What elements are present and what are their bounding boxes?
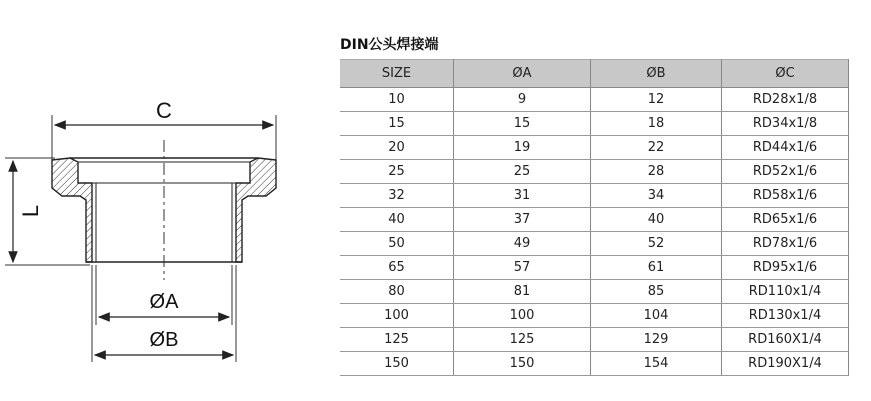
cell-size: 100 (340, 304, 454, 328)
cell-b: 129 (591, 328, 722, 352)
cell-b: 104 (591, 304, 722, 328)
cell-c: RD95x1/6 (722, 256, 849, 280)
cell-size: 150 (340, 352, 454, 376)
cell-b: 52 (591, 232, 722, 256)
table-row (340, 88, 849, 112)
cell-c: RD28x1/8 (722, 88, 849, 112)
cell-a: 49 (454, 232, 591, 256)
cell-a: 37 (454, 208, 591, 232)
cell-b: 28 (591, 160, 722, 184)
spec-table (340, 59, 849, 376)
cell-a: 19 (454, 136, 591, 160)
cell-size: 20 (340, 136, 454, 160)
table-row (340, 256, 849, 280)
cell-a: 150 (454, 352, 591, 376)
cell-b: 154 (591, 352, 722, 376)
table-row (340, 208, 849, 232)
cell-a: 81 (454, 280, 591, 304)
label-a: ØA (149, 291, 179, 313)
cell-size: 50 (340, 232, 454, 256)
cell-a: 125 (454, 328, 591, 352)
cell-a: 100 (454, 304, 591, 328)
cell-c: RD58x1/6 (722, 184, 849, 208)
cell-c: RD190X1/4 (722, 352, 849, 376)
table-row (340, 280, 849, 304)
cell-b: 12 (591, 88, 722, 112)
cell-c: RD34x1/8 (722, 112, 849, 136)
cell-c: RD65x1/6 (722, 208, 849, 232)
table-row (340, 232, 849, 256)
cell-b: 85 (591, 280, 722, 304)
cell-a: 9 (454, 88, 591, 112)
table-row (340, 184, 849, 208)
header-b: ØB (591, 60, 722, 88)
cell-b: 18 (591, 112, 722, 136)
cell-c: RD78x1/6 (722, 232, 849, 256)
label-l: L (18, 204, 43, 218)
table-title: DIN公头焊接端 (340, 37, 439, 53)
table-row (340, 136, 849, 160)
cell-size: 65 (340, 256, 454, 280)
dimension-c (52, 98, 276, 162)
cell-size: 32 (340, 184, 454, 208)
header-size: SIZE (340, 60, 454, 88)
cell-size: 15 (340, 112, 454, 136)
cell-c: RD160X1/4 (722, 328, 849, 352)
cell-c: RD44x1/6 (722, 136, 849, 160)
ferrule-section (52, 140, 276, 280)
cell-a: 15 (454, 112, 591, 136)
table-row (340, 328, 849, 352)
cell-c: RD130x1/4 (722, 304, 849, 328)
cell-a: 57 (454, 256, 591, 280)
cell-a: 31 (454, 184, 591, 208)
header-a: ØA (454, 60, 591, 88)
cell-b: 34 (591, 184, 722, 208)
cell-b: 40 (591, 208, 722, 232)
cell-a: 25 (454, 160, 591, 184)
cell-c: RD110x1/4 (722, 280, 849, 304)
cell-b: 61 (591, 256, 722, 280)
cell-size: 40 (340, 208, 454, 232)
cell-size: 125 (340, 328, 454, 352)
label-c: C (156, 98, 172, 123)
cell-b: 22 (591, 136, 722, 160)
table-row (340, 304, 849, 328)
header-c: ØC (722, 60, 849, 88)
cell-size: 80 (340, 280, 454, 304)
cell-c: RD52x1/6 (722, 160, 849, 184)
table-header-row (340, 60, 849, 88)
table-row (340, 352, 849, 376)
cell-size: 25 (340, 160, 454, 184)
table-row (340, 112, 849, 136)
cell-size: 10 (340, 88, 454, 112)
label-b: ØB (149, 329, 179, 351)
table-row (340, 160, 849, 184)
technical-drawing (0, 0, 330, 401)
